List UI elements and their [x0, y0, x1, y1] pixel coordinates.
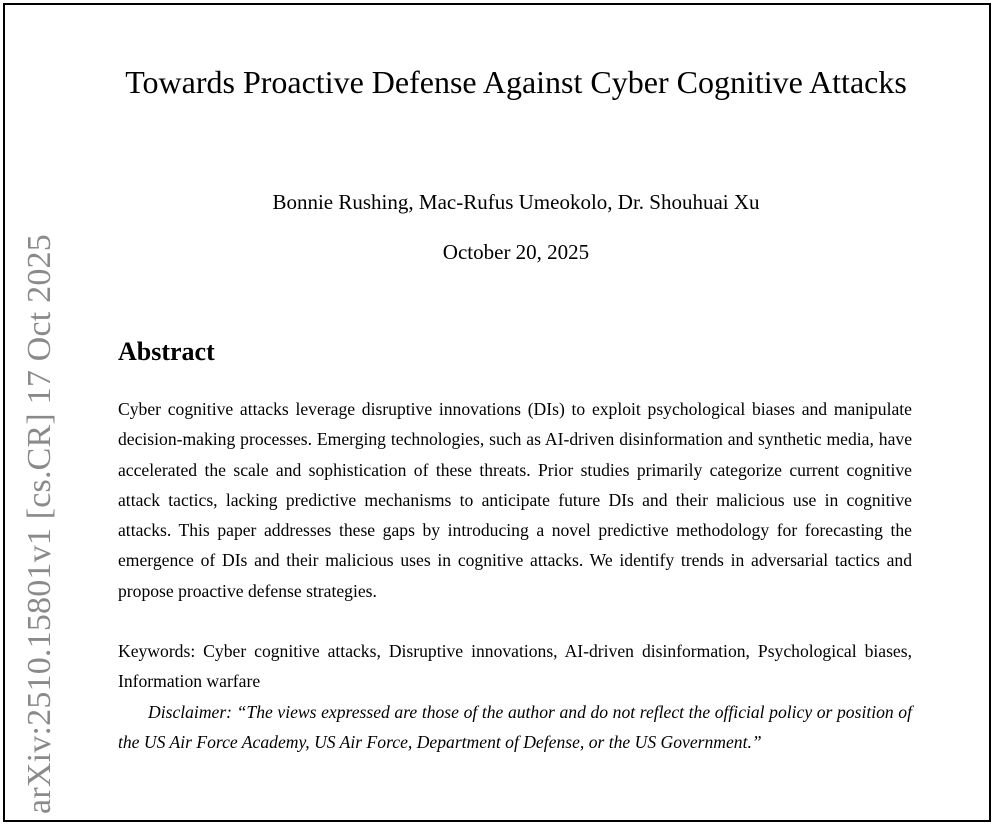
- paper-date: October 20, 2025: [442, 240, 590, 264]
- abstract-text: Cyber cognitive attacks leverage disruptive innovations (DIs) to exploit psychological biases and manipulate decision-making processes. Emerging technologies, such as AI-driven disinformation and synthetic media, have accelerated the scale and sophistication of these threats. Prior studies primarily categorize current cognitive attack tactics, lacking predictive mechanisms to anticipate future DIs and their malicious use in cognitive attacks. This paper addresses these gaps by introducing a novel predictive methodology for forecasting the emergence of DIs and their malicious uses in cognitive attacks. We identify trends in adversarial tactics and propose proactive defense strategies.: [118, 399, 912, 601]
- paper-title: Towards Proactive Defense Against Cyber Cognitive Attacks: [125, 64, 907, 100]
- keywords-text: Keywords: Cyber cognitive attacks, Disruptive innovations, AI-driven disinformation, Psychological biases, Information warfare: [118, 641, 912, 692]
- arxiv-identifier-stamp: arXiv:2510.15801v1 [cs.CR] 17 Oct 2025: [21, 234, 58, 814]
- paper-authors: Bonnie Rushing, Mac-Rufus Umeokolo, Dr. Shouhuai Xu: [272, 190, 760, 214]
- disclaimer-text: Disclaimer: “The views expressed are those of the author and do not reflect the official policy or position of the US Air Force Academy, US Air Force, Department of Defense, or the US Government.”: [118, 702, 912, 753]
- abstract-heading: Abstract: [118, 337, 215, 366]
